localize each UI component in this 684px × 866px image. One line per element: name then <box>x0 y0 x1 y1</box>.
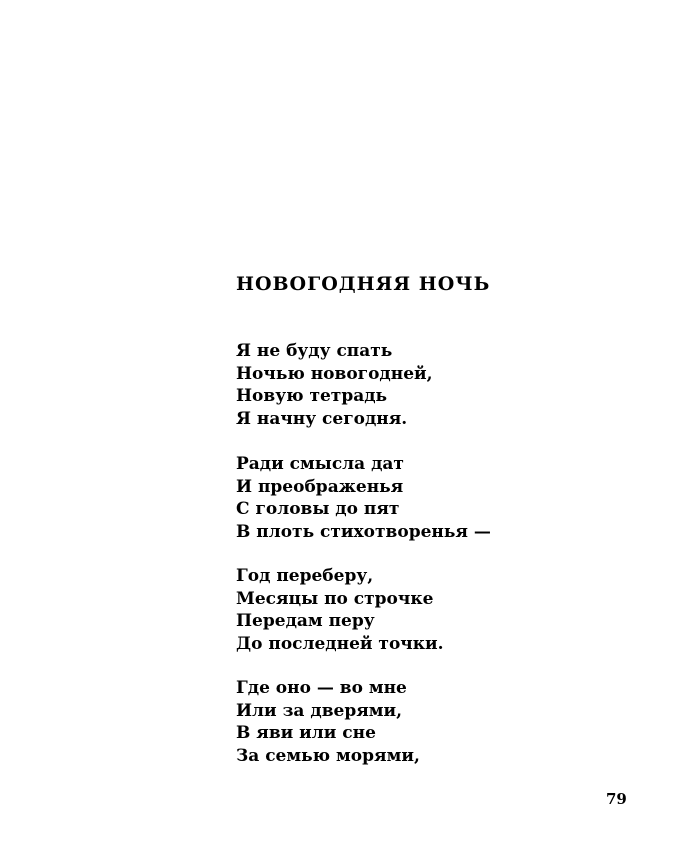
page-number: 79 <box>606 790 627 808</box>
poem-line: Я начну сегодня. <box>236 409 408 430</box>
poem-line: И преображенья <box>236 476 404 497</box>
poem-line: В яви или сне <box>236 723 376 744</box>
poem-line: До последней точки. <box>236 634 444 655</box>
poem-line: Новую тетрадь <box>236 386 388 407</box>
poem-line: С головы до пят <box>236 499 400 520</box>
poem-line: В плоть стихотворенья — <box>236 522 491 543</box>
poem-line: Или за дверями, <box>236 700 403 721</box>
stanza-1 <box>236 340 433 431</box>
stanza-4 <box>236 677 420 768</box>
poem-line: За семью морями, <box>236 746 420 767</box>
poem-line: Передам перу <box>236 611 375 632</box>
poem-line: Месяцы по строчке <box>236 588 434 609</box>
poem-line: Я не буду спать <box>236 341 393 361</box>
poem-line: Где оно — во мне <box>236 678 407 698</box>
stanza-2 <box>236 453 491 544</box>
poem-line: Ночью новогодней, <box>236 363 433 384</box>
poem-title: НОВОГОДНЯЯ НОЧЬ <box>236 273 491 295</box>
stanza-3 <box>236 565 444 656</box>
poem-line: Год переберу, <box>236 566 374 586</box>
poem-line: Ради смысла дат <box>236 454 404 474</box>
